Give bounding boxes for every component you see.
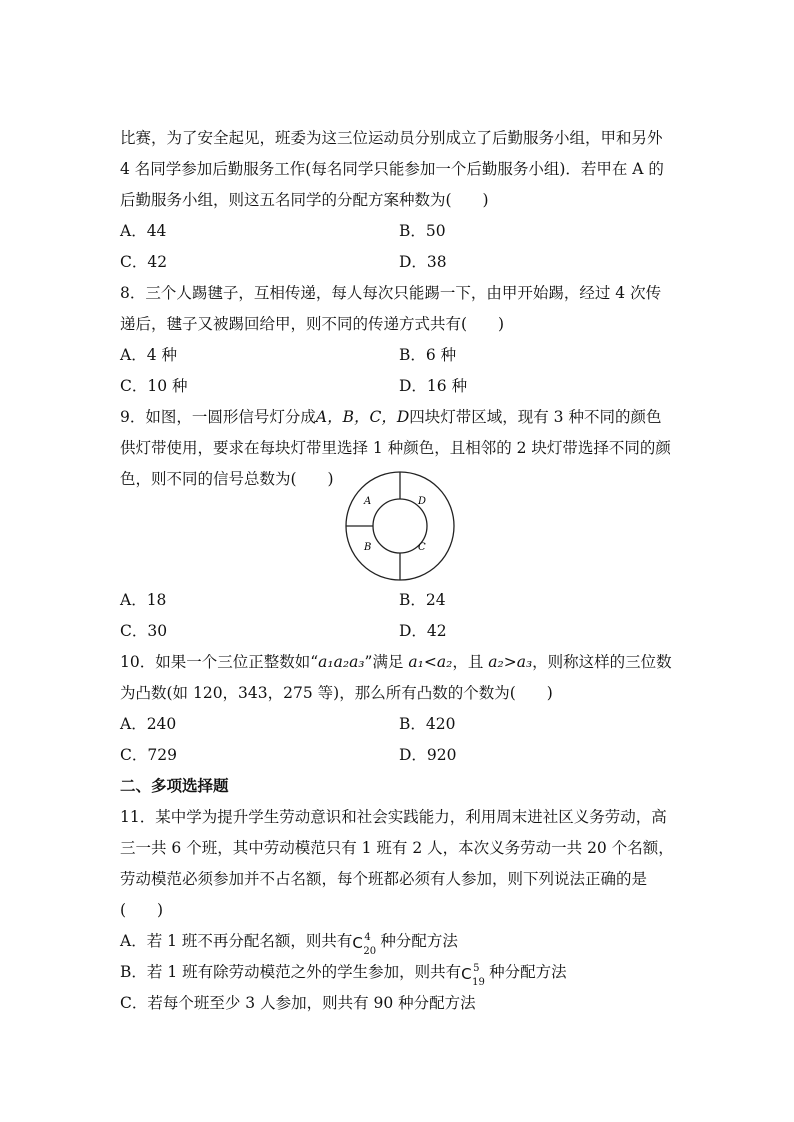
q7-option-c: C．42: [120, 253, 168, 271]
q8-option-b: B．6 种: [399, 346, 457, 364]
q11-line-1: 11．某中学为提升学生劳动意识和社会实践能力，利用周末进社区义务劳动，高: [120, 808, 667, 826]
q10-option-a: A．240: [120, 715, 177, 733]
q11-option-c: C．若每个班至少 3 人参加，则共有 90 种分配方法: [120, 994, 476, 1012]
q9-line-1: [120, 407, 661, 427]
q11-line-2: 三一共 6 个班，其中劳动模范只有 1 班有 2 人，本次义务劳动一共 20 个名额，: [120, 839, 674, 857]
q10-option-b: B．420: [399, 715, 456, 733]
q10-option-d: D．920: [399, 746, 457, 764]
q11-option-b: [120, 962, 567, 988]
q11-option-a-post: 种分配方法: [380, 932, 458, 950]
q11-option-a-pre: A．若 1 班不再分配名额，则共有: [120, 932, 353, 950]
q7-option-a: A．44: [120, 222, 167, 240]
q9-option-c: C．30: [120, 622, 168, 640]
comb-sub: 20: [363, 946, 377, 957]
q8-option-c: C．10 种: [120, 377, 188, 395]
q7-line-3: 后勤服务小组，则这五名同学的分配方案种数为( ): [120, 191, 489, 209]
comb-sub: 19: [472, 977, 485, 988]
q10-option-c: C．729: [120, 746, 177, 764]
q11-line-3: 劳动模范必须参加并不占名额，每个班都必须有人参加，则下列说法正确的是: [120, 870, 648, 888]
region-label-d: D: [418, 496, 427, 507]
q9-line-1-vars: A，B，C，D: [315, 408, 410, 426]
q10-condition-2: a₂>a₃: [488, 653, 533, 671]
q10-line-1-post: ，则称这样的三位数: [532, 653, 672, 671]
q8-line-1: 8．三个人踢毽子，互相传递，每人每次只能踢一下，由甲开始踢，经过 4 次传: [120, 284, 662, 302]
q9-line-1-post: 四块灯带区域，现有 3 种不同的颜色: [409, 408, 662, 426]
q8-option-d: D．16 种: [399, 377, 468, 395]
region-label-b: B: [364, 542, 372, 553]
q11-line-4: ( ): [120, 901, 164, 919]
q9-option-a: A．18: [120, 591, 167, 609]
comb-sup: 5: [473, 963, 480, 974]
q10-line-2: 为凸数(如 120，343，275 等)，那么所有凸数的个数为( ): [120, 684, 553, 702]
q11-option-a: [120, 931, 458, 957]
q10-line-1-pre: 10．如果一个三位正整数如“: [120, 653, 319, 671]
signal-light-figure: [340, 470, 460, 582]
q9-option-d: D．42: [399, 622, 447, 640]
q10-number: a₁a₂a₃: [318, 653, 365, 671]
q10-line-1-mid: ”满足: [364, 653, 404, 671]
q7-option-d: D．38: [399, 253, 447, 271]
q9-line-1-pre: 9．如图，一圆形信号灯分成: [120, 408, 316, 426]
q11-option-b-pre: B．若 1 班有除劳动模范之外的学生参加，则共有: [120, 963, 462, 981]
region-label-c: C: [418, 542, 426, 553]
q7-option-b: B．50: [399, 222, 446, 240]
q9-line-3: 色，则不同的信号总数为( ): [120, 470, 334, 488]
combination-c-20-4: [352, 932, 380, 957]
q8-option-a: A．4 种: [120, 346, 177, 364]
comb-c: C: [461, 965, 472, 983]
q10-condition-1: a₁<a₂: [408, 653, 453, 671]
q9-option-b: B．24: [399, 591, 446, 609]
q10-line-1-and: ，且: [452, 653, 484, 671]
comb-c: C: [352, 934, 363, 952]
q7-line-2: 4 名同学参加后勤服务工作(每名同学只能参加一个后勤服务小组)．若甲在 A 的: [120, 160, 664, 178]
q8-line-2: 递后，毽子又被踢回给甲，则不同的传递方式共有( ): [120, 315, 505, 333]
section-heading: 二、多项选择题: [120, 777, 229, 795]
comb-sup: 4: [364, 932, 371, 943]
q9-line-2: 供灯带使用，要求在每块灯带里选择 1 种颜色，且相邻的 2 块灯带选择不同的颜: [120, 439, 671, 457]
region-label-a: A: [364, 496, 372, 507]
q10-line-1: [120, 652, 672, 672]
q11-option-b-post: 种分配方法: [489, 963, 567, 981]
combination-c-19-5: [461, 963, 489, 988]
q7-line-1: 比赛，为了安全起见，班委为这三位运动员分别成立了后勤服务小组，甲和另外: [120, 129, 663, 147]
